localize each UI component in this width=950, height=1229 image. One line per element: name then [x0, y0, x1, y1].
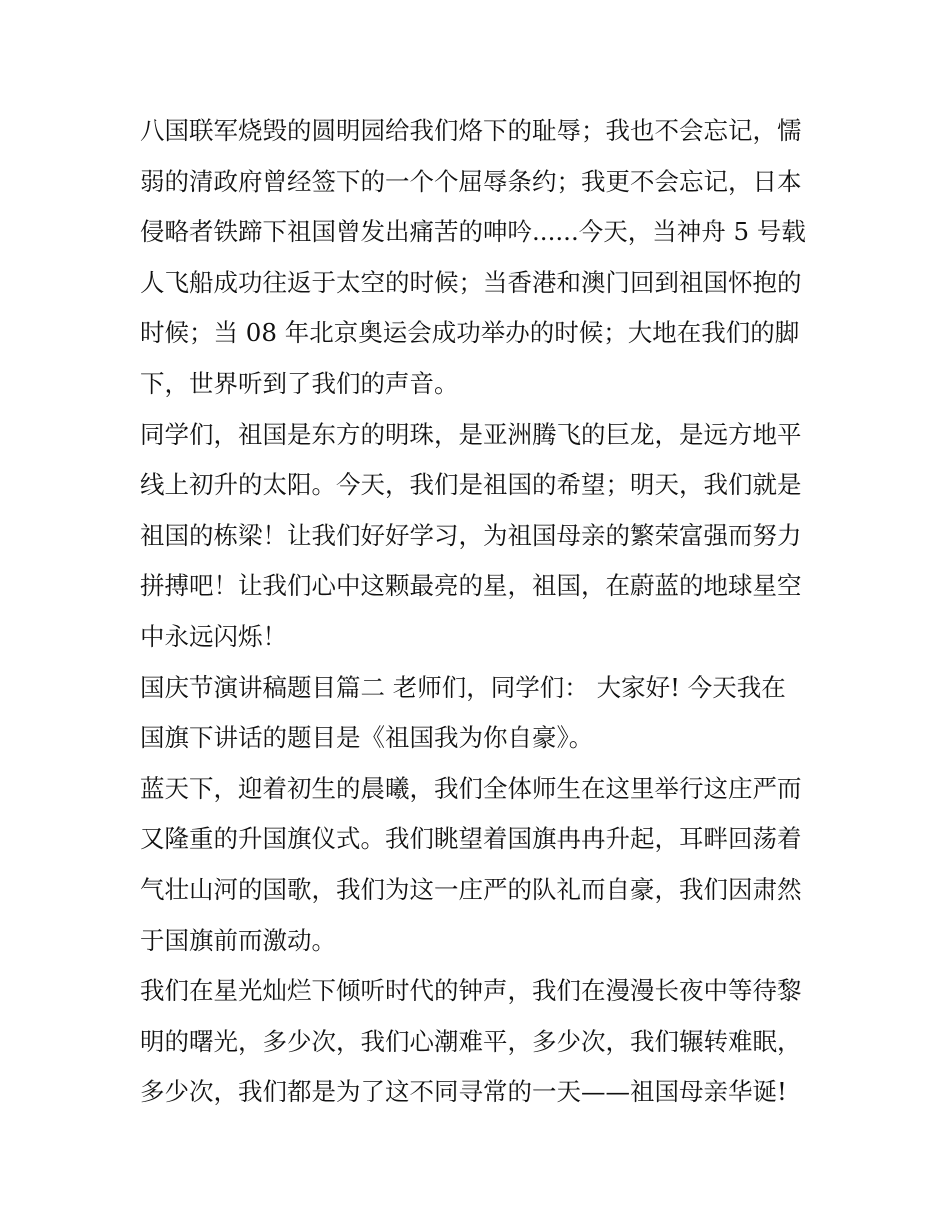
body-text [140, 106, 820, 1118]
text-line: 祖国的栋梁！让我们好好学习，为祖国母亲的繁荣富强而努力 [140, 520, 802, 550]
text-line: 国庆节演讲稿题目篇二 老师们，同学们： 大家好! 今天我在 [140, 672, 786, 702]
text-line: 下，世界听到了我们的声音。 [140, 368, 459, 398]
text-line: 于国旗前而激动。 [140, 925, 336, 955]
text-line: 八国联军烧毁的圆明园给我们烙下的耻辱；我也不会忘记，懦 [140, 116, 802, 145]
text-line: 又隆重的升国旗仪式。我们眺望着国旗冉冉升起，耳畔回荡着 [140, 824, 802, 854]
text-line: 时候；当 08 年北京奥运会成功举办的时候；大地在我们的脚 [140, 318, 800, 348]
text-line: 蓝天下，迎着初生的晨曦，我们全体师生在这里举行这庄严而 [140, 773, 802, 803]
text-line: 拼搏吧！让我们心中这颗最亮的星，祖国，在蔚蓝的地球星空 [140, 571, 802, 601]
text-line: 气壮山河的国歌，我们为这一庄严的队礼而自豪，我们因肃然 [140, 874, 802, 904]
text-line: 人飞船成功往返于太空的时候；当香港和澳门回到祖国怀抱的 [140, 267, 802, 297]
text-line: 中永远闪烁！ [140, 621, 287, 651]
text-line: 我们在星光灿烂下倾听时代的钟声，我们在漫漫长夜中等待黎 [140, 976, 802, 1006]
text-line: 同学们，祖国是东方的明珠，是亚洲腾飞的巨龙，是远方地平 [140, 419, 802, 449]
text-line: 侵略者铁蹄下祖国曾发出痛苦的呻吟......今天，当神舟 5 号载 [140, 217, 806, 247]
text-line: 弱的清政府曾经签下的一个个屈辱条约；我更不会忘记，日本 [140, 166, 802, 196]
text-line: 多少次，我们都是为了这不同寻常的一天——祖国母亲华诞! [140, 1077, 787, 1107]
text-line: 国旗下讲话的题目是《祖国我为你自豪》。 [140, 723, 594, 753]
text-line: 线上初升的太阳。今天，我们是祖国的希望；明天，我们就是 [140, 470, 802, 500]
text-line: 明的曙光，多少次，我们心潮难平，多少次，我们辗转难眠， [140, 1026, 802, 1056]
